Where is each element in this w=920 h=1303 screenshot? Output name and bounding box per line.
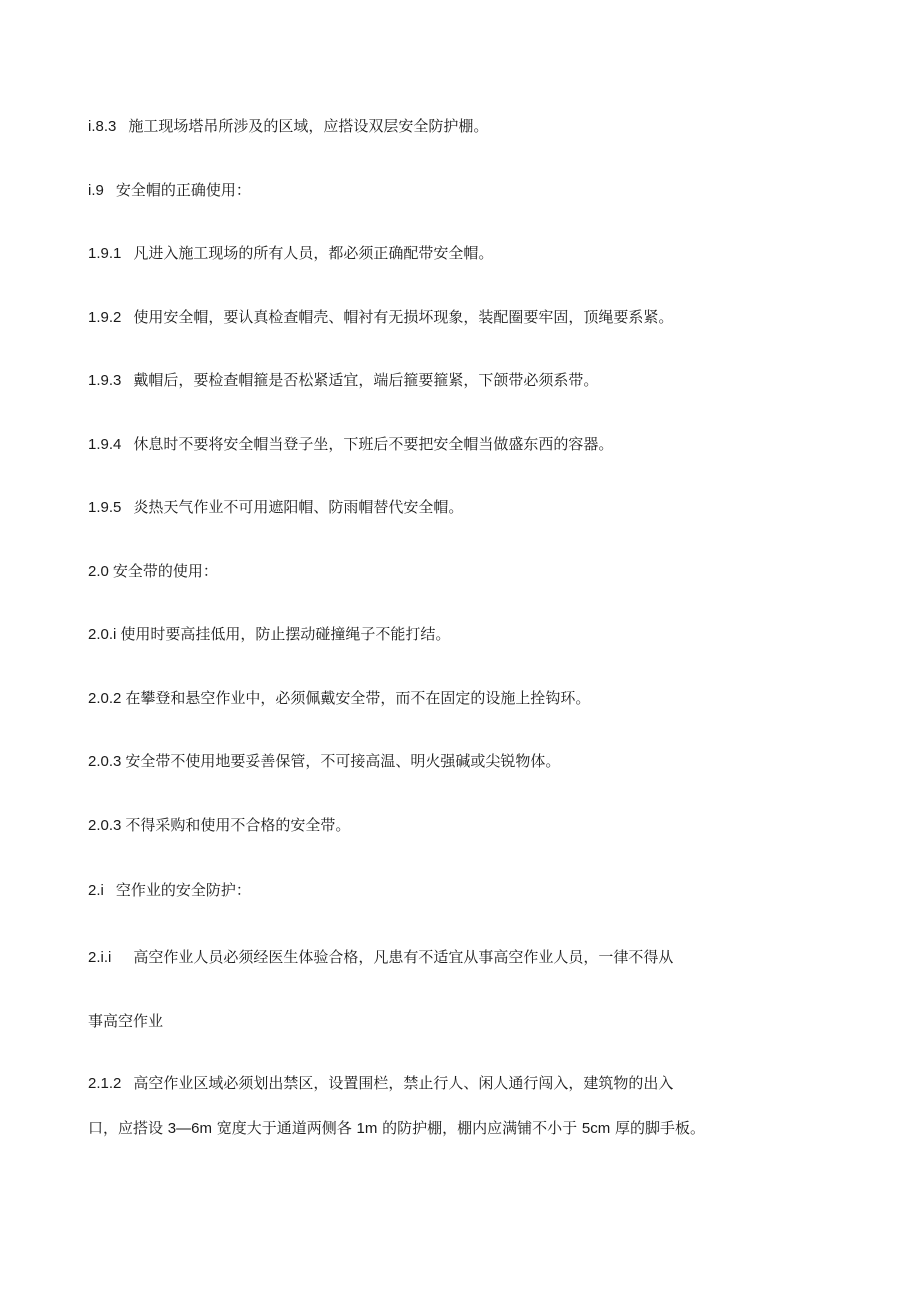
text-segment: 厚的脚手板。 (610, 1119, 706, 1137)
clause-2-1-2 (88, 1073, 880, 1094)
clause-text: 安全带的使用： (112, 562, 218, 580)
clause-number: i.8.3 (88, 118, 117, 135)
clause-number: 1.9.1 (88, 245, 122, 262)
clause-2-i-i (88, 947, 880, 968)
clause-1-9-2 (88, 307, 880, 328)
clause-number: 2.i (88, 882, 104, 899)
measurement-value: 5cm (581, 1120, 611, 1137)
clause-text: 高空作业区域必须划出禁区，设置围栏，禁止行人、闲人通行闯入，建筑物的出入 (133, 1074, 674, 1092)
clause-text: 炎热天气作业不可用遮阳帽、防雨帽替代安全帽。 (133, 498, 464, 516)
clause-text: 戴帽后，要检查帽箍是否松紧适宜，端后箍要箍紧，下颌带必须系带。 (133, 371, 599, 389)
clause-text: 凡进入施工现场的所有人员，都必须正确配带安全帽。 (133, 244, 494, 262)
clause-number: 2.0.3 (88, 753, 122, 770)
clause-number: 2.0.2 (88, 690, 122, 707)
text-segment: 的防护棚，棚内应满铺不小于 (377, 1119, 582, 1137)
clause-2-0-3b (88, 815, 880, 836)
clause-2-1-2-continuation (88, 1118, 880, 1139)
clause-text: 事高空作业 (88, 1012, 164, 1030)
clause-1-9-1 (88, 243, 880, 264)
clause-text: 使用安全帽，要认真检查帽壳、帽衬有无损坏现象，装配圈要牢固，顶绳要系紧。 (133, 308, 674, 326)
clause-number: 2.0.i (88, 626, 117, 643)
clause-text: 在攀登和悬空作业中，必须佩戴安全带，而不在固定的设施上拴钩环。 (125, 689, 591, 707)
clause-number: 1.9.5 (88, 499, 122, 516)
clause-1-9-4 (88, 434, 880, 455)
clause-text: 休息时不要将安全帽当登子坐，下班后不要把安全帽当做盛东西的容器。 (133, 435, 614, 453)
clause-text: 使用时要高挂低用，防止摆动碰撞绳子不能打结。 (120, 625, 451, 643)
clause-i-9 (88, 180, 880, 201)
clause-1-9-5 (88, 497, 880, 518)
text-segment: 宽度大于通道两侧各 (211, 1119, 357, 1137)
clause-number: 2.0 (88, 563, 109, 580)
clause-text: 空作业的安全防护： (115, 881, 251, 899)
clause-text: 施工现场塔吊所涉及的区域，应搭设双层安全防护棚。 (128, 117, 489, 135)
clause-1-9-3 (88, 370, 880, 391)
clause-text: 安全带不使用地要妥善保管，不可接高温、明火强碱或尖锐物体。 (125, 752, 561, 770)
clause-number: 2.0.3 (88, 817, 122, 834)
clause-2-0-3a (88, 751, 880, 772)
clause-text: 安全帽的正确使用： (115, 181, 251, 199)
clause-number: 1.9.4 (88, 436, 122, 453)
text-segment: 口，应搭设 (88, 1119, 168, 1137)
clause-number: 1.9.2 (88, 309, 122, 326)
clause-i-8-3 (88, 116, 880, 137)
clause-number: i.9 (88, 182, 104, 199)
clause-text: 不得采购和使用不合格的安全带。 (125, 816, 351, 834)
clause-2-0-i (88, 624, 880, 645)
clause-number: 2.i.i (88, 949, 112, 966)
clause-number: 2.1.2 (88, 1075, 122, 1092)
clause-number: 1.9.3 (88, 372, 122, 389)
measurement-value: 3—6m (167, 1120, 212, 1137)
clause-2-0-2 (88, 688, 880, 709)
section-2-0 (88, 561, 880, 582)
clause-2-i-i-continuation (88, 1011, 880, 1031)
clause-text: 高空作业人员必须经医生体验合格，凡患有不适宜从事高空作业人员，一律不得从 (133, 948, 674, 966)
measurement-value: 1m (356, 1120, 378, 1137)
section-2-i (88, 880, 880, 901)
